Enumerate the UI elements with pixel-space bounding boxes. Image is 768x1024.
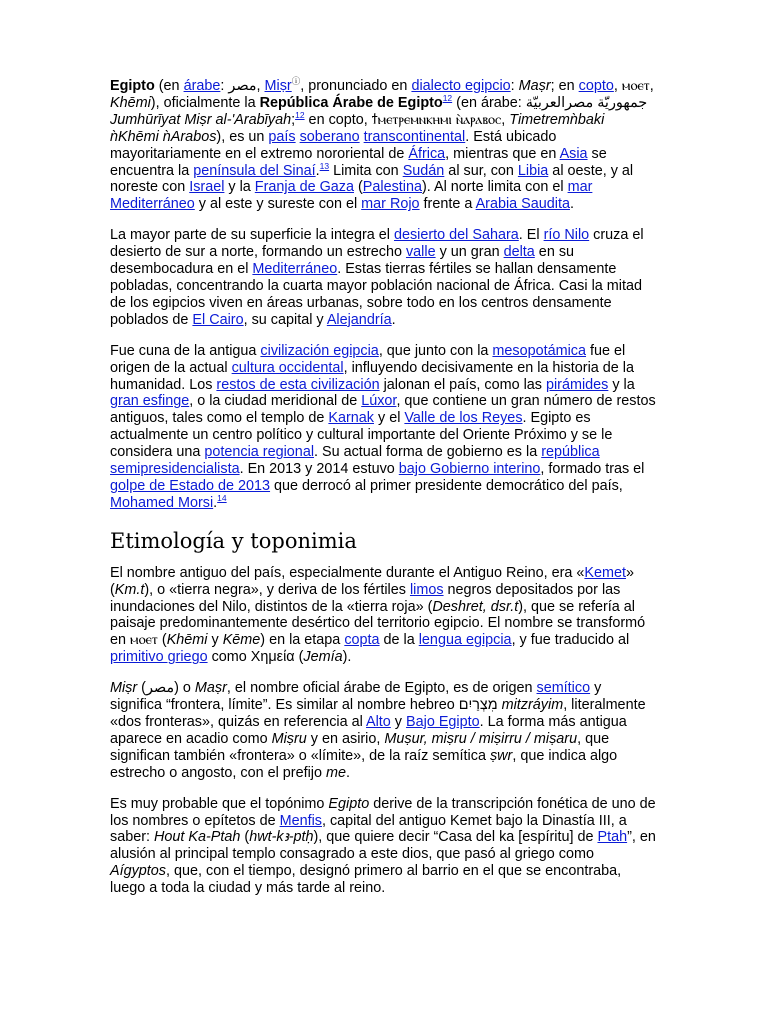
- link-mesopotamica[interactable]: mesopotámica: [492, 342, 587, 359]
- link-mediterraneo[interactable]: Mediterráneo: [252, 261, 338, 278]
- link-delta[interactable]: delta: [503, 244, 535, 261]
- link-mar-rojo[interactable]: mar Rojo: [361, 196, 420, 213]
- link-dialecto-egipcio[interactable]: dialecto egipcio: [411, 78, 511, 94]
- link-misr[interactable]: Miṣr: [264, 78, 292, 94]
- link-pais[interactable]: país: [268, 128, 296, 145]
- link-semipresidencialista[interactable]: semipresidencialista: [110, 461, 240, 478]
- link-mohamed-morsi[interactable]: Mohamed Morsi: [110, 494, 214, 511]
- link-valle[interactable]: valle: [405, 244, 436, 261]
- link-bajo-gobierno-interino[interactable]: bajo Gobierno interino: [398, 461, 541, 478]
- link-golpe-estado-2013[interactable]: golpe de Estado de 2013: [110, 477, 271, 494]
- link-gran-esfinge[interactable]: gran esfinge: [110, 393, 190, 410]
- link-menfis[interactable]: Menfis: [279, 812, 322, 829]
- link-semitico[interactable]: semítico: [536, 680, 591, 697]
- link-arabia-saudita[interactable]: Arabia Saudita: [475, 196, 570, 213]
- link-kemet[interactable]: Kemet: [584, 564, 626, 581]
- link-karnak[interactable]: Karnak: [328, 410, 374, 427]
- reference-12b[interactable]: 12: [295, 110, 305, 121]
- paragraph-history: Fue cuna de la antigua civilización egipcia, que junto con la mesopotámica fue el origen de la actual cultura occidental, influyendo decisivamente en la historia de la humanidad. Los restos de esta civilización jalonan el país, como las pirámides y la gran esfinge, o la ciudad meridional de Lúxor, que contiene un gran número de restos antiguos, tales como el templo de Karnak y el Valle de los Reyes. Egipto es actualmente un centro político y cultural importante del Oriente Próximo y se le considera una potencia regional. Su actual forma de gobierno es la república semipresidencialista. En 2013 y 2014 estuvo bajo Gobierno interino, formado tras el golpe de Estado de 2013 que derrocó al primer presidente democrático del país, Mohamed Morsi.$^{14}$: [110, 342, 656, 511]
- link-franja-gaza[interactable]: Franja de Gaza: [254, 179, 354, 196]
- link-cultura-occidental[interactable]: cultura occidental: [231, 359, 344, 376]
- link-africa[interactable]: África: [408, 145, 446, 162]
- link-lengua-egipcia[interactable]: lengua egipcia: [418, 632, 512, 649]
- link-palestina[interactable]: Palestina: [362, 179, 422, 196]
- link-piramides[interactable]: pirámides: [545, 376, 609, 393]
- reference-12[interactable]: 12: [442, 93, 453, 104]
- official-name: República Árabe de Egipto: [259, 94, 443, 111]
- link-desierto-sahara[interactable]: desierto del Sahara: [393, 227, 519, 244]
- paragraph-aigyptos: Es muy probable que el topónimo Egipto derive de la transcripción fonética de uno de los nombres o epítetos de Menfis, capital del antiguo Kemet bajo la Dinastía III, a saber: Hout Ka-Ptah (hwt-kꜣ-ptḥ), que quiere decir “Casa del ka [espíritu] de Ptah”, en alusión al principal templo consagrado a este dios, que pasó al griego como Aígyptos, que, con el tiempo, designó primero al barrio en el que se encontraba, luego a toda la ciudad y más tarde al reino.: [110, 795, 656, 897]
- link-asia[interactable]: Asia: [559, 145, 588, 162]
- link-ptah[interactable]: Ptah: [597, 829, 628, 846]
- reference-14[interactable]: 14: [217, 493, 227, 504]
- article-subject: Egipto: [110, 78, 155, 94]
- link-limos[interactable]: limos: [409, 581, 444, 598]
- paragraph-kemet: El nombre antiguo del país, especialmente durante el Antiguo Reino, era «Kemet» (Km.t), o «tierra negra», y deriva de los fértiles limos negros depositados por las inundaciones del Nilo, distintos de la «tierra roja» (Deshret, dsr.t), que se refería al paisaje predominantemente desértico del territorio egipcio. El nombre se transformó en ⲙⲟⲉⲧ (Khēmi y Kēme) en la etapa copta de la lengua egipcia, y fue traducido al primitivo griego como Χημεία (Jemía).: [110, 564, 646, 666]
- link-alejandria[interactable]: Alejandría: [326, 311, 392, 328]
- section-heading-etimologia: Etimología y toponimia: [110, 528, 357, 553]
- audio-icon[interactable]: ⓘ: [291, 76, 301, 87]
- link-alto[interactable]: Alto: [366, 714, 391, 730]
- link-bajo-egipto[interactable]: Bajo Egipto: [406, 714, 480, 730]
- link-soberano[interactable]: soberano: [299, 128, 360, 145]
- link-arabe[interactable]: árabe: [183, 78, 221, 94]
- link-transcontinental[interactable]: transcontinental: [363, 128, 466, 145]
- link-restos-civilizacion[interactable]: restos de esta civilización: [216, 376, 380, 393]
- link-valle-reyes[interactable]: Valle de los Reyes: [404, 410, 523, 427]
- link-civilizacion-egipcia[interactable]: civilización egipcia: [260, 342, 379, 359]
- paragraph-misr: Miṣr (مصر) o Maṣr, el nombre oficial árabe de Egipto, es de origen semítico y significa “frontera, límite”. Es similar al nombre hebreo מִצְרַיִם mitzráyim, literalmente «dos fronteras», quizás en referencia al Alto y Bajo Egipto. La forma más antigua aparece en acadio como Miṣru y en asirio, Muṣur, miṣru / miṣirru / miṣaru, que significan también «frontera» o «límite», de la raíz semítica ṣwr, que indica algo estrecho o angosto, con el prefijo me.: [110, 680, 646, 781]
- link-libia[interactable]: Libia: [517, 162, 549, 179]
- article-body: [110, 78, 657, 897]
- link-el-cairo[interactable]: El Cairo: [192, 311, 244, 328]
- link-primitivo-griego[interactable]: primitivo griego: [110, 649, 208, 666]
- link-republica[interactable]: república: [541, 444, 600, 461]
- link-israel[interactable]: Israel: [189, 179, 225, 196]
- link-copto[interactable]: copto: [578, 78, 614, 94]
- reference-13[interactable]: 13: [319, 160, 330, 171]
- link-sudan[interactable]: Sudán: [402, 162, 445, 179]
- link-mar-mediterraneo[interactable]: mar Mediterráneo: [110, 179, 593, 213]
- paragraph-geography: La mayor parte de su superficie la integra el desierto del Sahara. El río Nilo cruza el desierto de sur a norte, formando un estrecho valle y un gran delta en su desembocadura en el Mediterráneo. Estas tierras fértiles se hallan densamente pobladas, concentrando la cuarta mayor población nacional de África. Casi la mitad de los egipcios viven en áreas urbanas, sobre todo en los centros densamente poblados de El Cairo, su capital y Alejandría.: [110, 227, 644, 328]
- link-potencia-regional[interactable]: potencia regional: [204, 444, 315, 461]
- link-luxor[interactable]: Lúxor: [361, 393, 397, 410]
- link-rio-nilo[interactable]: río Nilo: [543, 227, 590, 244]
- paragraph-intro: Egipto (en árabe: مصر, Miṣrⓘ, pronunciado en dialecto egipcio: Maṣr; en copto, ⲙⲟⲉⲧ, Khēmi), oficialmente la República Árabe de Egipto$^{12}$ (en árabe: جمهوريّة مصرالعربيّة Jumhūrīyat Miṣr al-'Arabīyah;$^{12}$ en copto, ϯⲙⲉⲧⲣⲉⲙⲛⲕⲏⲙⲓ ⲛ̀ⲁⲣⲁⲃⲟⲥ, Timetremǹbaki ǹKhēmi ǹArabos), es un país soberano transcontinental. Está ubicado mayoritariamente en el extremo nororiental de África, mientras que en Asia se encuentra la península del Sinaí.$^{13}$ Limita con Sudán al sur, con Libia al oeste, y al noreste con Israel y la Franja de Gaza (Palestina). Al norte limita con el mar Mediterráneo y al este y sureste con el mar Rojo frente a Arabia Saudita.: [110, 76, 654, 213]
- link-peninsula-sinai[interactable]: península del Sinaí: [193, 162, 316, 179]
- link-copta[interactable]: copta: [344, 632, 380, 649]
